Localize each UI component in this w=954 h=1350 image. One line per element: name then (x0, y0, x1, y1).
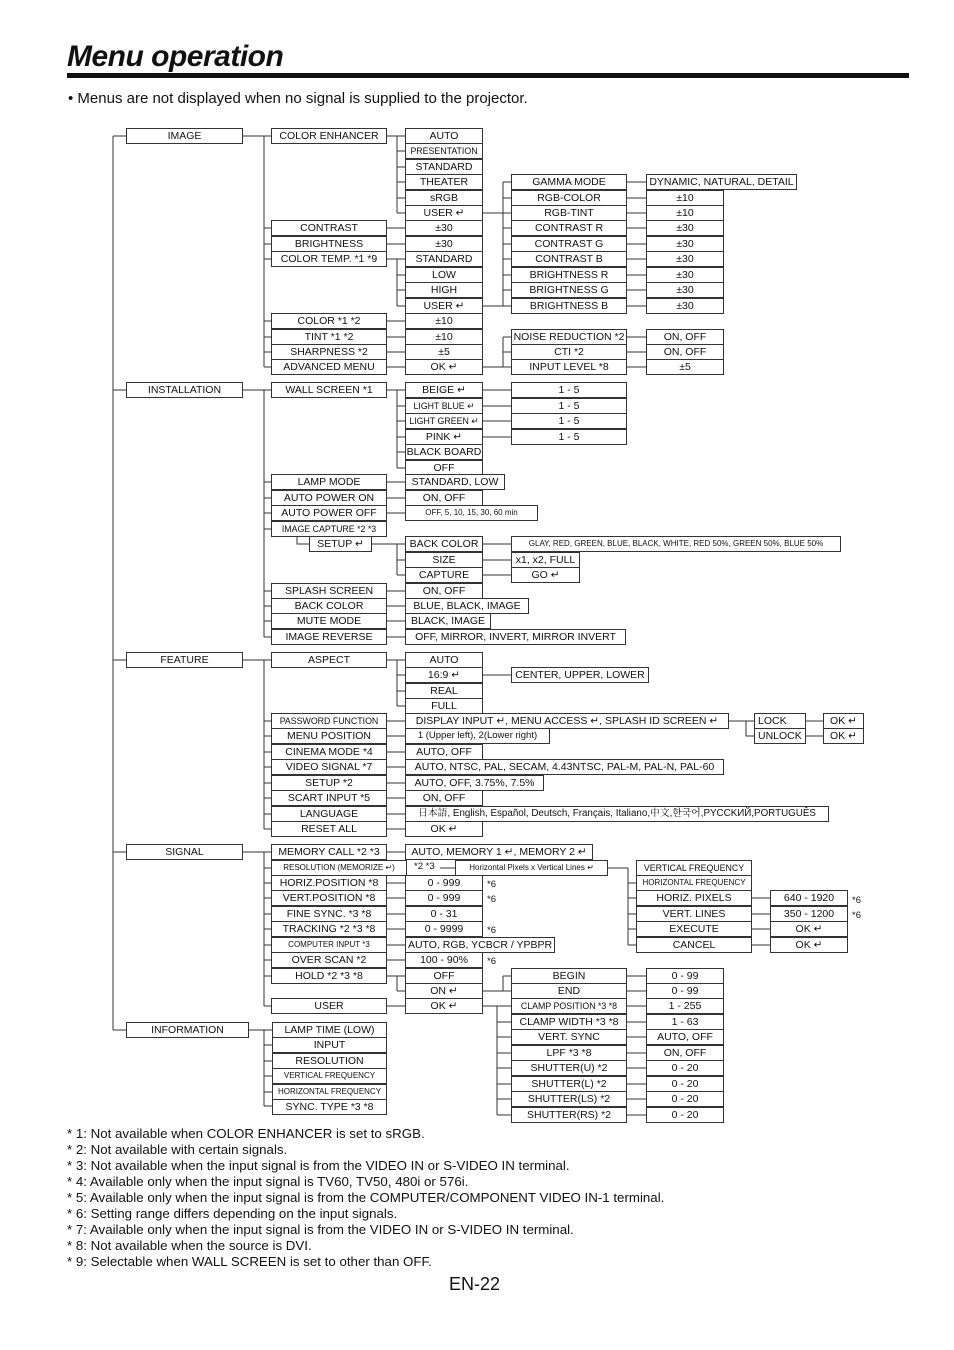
gamma-mode-value: DYNAMIC, NATURAL, DETAIL (646, 174, 797, 190)
unlock-value[interactable]: OK ↵ (823, 728, 864, 744)
item-color-enhancer[interactable]: COLOR ENHANCER (271, 128, 387, 144)
lock-item[interactable]: LOCK (754, 713, 806, 729)
password-function-value[interactable]: DISPLAY INPUT ↵, MENU ACCESS ↵, SPLASH ID SCREEN ↵ (405, 713, 729, 729)
cti-value: ON, OFF (646, 344, 724, 360)
ws-option-pink[interactable]: PINK ↵ (405, 429, 483, 445)
mute-mode-value: BLACK, IMAGE (405, 613, 491, 629)
ct-option-high[interactable]: HIGH (405, 282, 483, 298)
aspect-option-16-9[interactable]: 16:9 ↵ (405, 667, 483, 683)
clamp-position[interactable]: CLAMP POSITION *3 *8 (511, 998, 627, 1014)
item-computer-input[interactable]: COMPUTER INPUT *3 (271, 937, 387, 953)
contrast-value: ±30 (405, 220, 483, 236)
note6-over-scan: *6 (487, 956, 496, 967)
item-sharpness[interactable]: SHARPNESS *2 (271, 344, 387, 360)
shutter-ls[interactable]: SHUTTER(LS) *2 (511, 1091, 627, 1107)
note6-horiz-position: *6 (487, 879, 496, 890)
res-vert-lines[interactable]: VERT. LINES (636, 906, 752, 922)
clamp-position-value: 1 - 255 (646, 998, 724, 1014)
language-value: 日本語, English, Español, Deutsch, Français, Italiano,中文,한국어,PYCCKИЙ,PORTUGUÊS (405, 806, 829, 822)
shutter-l-value: 0 - 20 (646, 1076, 724, 1092)
aspect-option-real[interactable]: REAL (405, 683, 483, 699)
horiz-position-value: 0 - 999 (405, 875, 483, 891)
ws-option-off[interactable]: OFF (405, 460, 483, 476)
item-setup[interactable]: SETUP *2 (271, 775, 387, 791)
cti[interactable]: CTI *2 (511, 344, 627, 360)
info-horizontal-frequency: HORIZONTAL FREQUENCY (272, 1084, 387, 1100)
item-cinema-mode[interactable]: CINEMA MODE *4 (271, 744, 387, 760)
footnote-2: * 2: Not available with certain signals. (67, 1142, 288, 1157)
res-horizontal-frequency: HORIZONTAL FREQUENCY (636, 875, 752, 891)
light-green-value: 1 - 5 (511, 413, 627, 429)
noise-reduction[interactable]: NOISE REDUCTION *2 (511, 329, 627, 345)
execute-value[interactable]: OK ↵ (770, 921, 848, 937)
item-memory-call[interactable]: MEMORY CALL *2 *3 (271, 844, 387, 860)
item-advanced-menu[interactable]: ADVANCED MENU (271, 359, 387, 375)
footnote-7: * 7: Available only when the input signal is from the VIDEO IN or S-VIDEO IN terminal. (67, 1222, 574, 1237)
shutter-u-value: 0 - 20 (646, 1060, 724, 1076)
res-cancel[interactable]: CANCEL (636, 937, 752, 953)
ws-option-beige[interactable]: BEIGE ↵ (405, 382, 483, 398)
res-horiz-pixels[interactable]: HORIZ. PIXELS (636, 890, 752, 906)
ws-option-black-board[interactable]: BLACK BOARD (406, 446, 482, 458)
info-vertical-frequency: VERTICAL FREQUENCY (272, 1068, 387, 1084)
resolution-value[interactable]: Horizontal Pixels x Vertical Lines ↵ (455, 860, 608, 876)
image-capture-setup[interactable]: SETUP ↵ (309, 536, 372, 552)
sharpness-value: ±5 (405, 344, 483, 360)
aspect-option-full[interactable]: FULL (405, 698, 483, 714)
auto-power-on-value: ON, OFF (405, 490, 483, 506)
res-execute[interactable]: EXECUTE (636, 921, 752, 937)
tracking-value: 0 - 9999 (405, 921, 483, 937)
item-auto-power-off[interactable]: AUTO POWER OFF (271, 505, 387, 521)
hold-end-value: 0 - 99 (646, 983, 724, 999)
item-over-scan[interactable]: OVER SCAN *2 (271, 952, 387, 968)
setup-value: AUTO, OFF, 3.75%, 7.5% (405, 775, 544, 791)
aspect-option-auto[interactable]: AUTO (405, 652, 483, 668)
video-signal-value: AUTO, NTSC, PAL, SECAM, 4.43NTSC, PAL-M, PAL-N, PAL-60 (405, 759, 724, 775)
cancel-value[interactable]: OK ↵ (770, 937, 848, 953)
advanced-menu-value[interactable]: OK ↵ (405, 359, 483, 375)
aspect-16-9-values: CENTER, UPPER, LOWER (511, 667, 649, 683)
item-mute-mode[interactable]: MUTE MODE (271, 613, 387, 629)
fine-sync-value: 0 - 31 (405, 906, 483, 922)
page-number: EN-22 (449, 1274, 501, 1294)
item-password-function[interactable]: PASSWORD FUNCTION (271, 713, 387, 729)
footnote-5: * 5: Available only when the input signal is from the COMPUTER/COMPONENT VIDEO IN-1 terminal. (67, 1190, 665, 1205)
brightness-g[interactable]: BRIGHTNESS G (511, 282, 627, 298)
contrast-b[interactable]: CONTRAST B (511, 251, 627, 267)
brightness-value: ±30 (405, 236, 483, 252)
hold-begin-value: 0 - 99 (646, 968, 724, 984)
hold-begin[interactable]: BEGIN (511, 968, 627, 984)
setup-capture[interactable]: CAPTURE (405, 567, 483, 583)
page-title: Menu operation (67, 40, 284, 73)
item-contrast[interactable]: CONTRAST (271, 220, 387, 236)
ce-option-theater[interactable]: THEATER (405, 174, 483, 190)
menu-signal[interactable]: SIGNAL (126, 844, 243, 860)
noise-reduction-value: ON, OFF (646, 329, 724, 345)
shutter-l[interactable]: SHUTTER(L) *2 (511, 1076, 627, 1092)
item-video-signal[interactable]: VIDEO SIGNAL *7 (271, 759, 387, 775)
rgb-tint-value: ±10 (646, 205, 724, 221)
note6-vert-position: *6 (487, 894, 496, 905)
lamp-mode-value: STANDARD, LOW (405, 474, 505, 490)
item-splash-screen[interactable]: SPLASH SCREEN (271, 583, 387, 599)
item-menu-position[interactable]: MENU POSITION (271, 728, 387, 744)
ce-option-auto[interactable]: AUTO (405, 128, 483, 144)
item-brightness[interactable]: BRIGHTNESS (271, 236, 387, 252)
back-color-value: BLUE, BLACK, IMAGE (405, 598, 529, 614)
auto-power-off-value: OFF, 5, 10, 15, 30, 60 min (405, 505, 538, 521)
rgb-color[interactable]: RGB-COLOR (511, 190, 627, 206)
note6-vert-lines: *6 (852, 910, 861, 921)
user-value[interactable]: OK ↵ (405, 998, 483, 1014)
pink-value: 1 - 5 (511, 429, 627, 445)
info-sync-type: SYNC. TYPE *3 *8 (272, 1099, 387, 1115)
brightness-r-value: ±30 (646, 267, 724, 283)
item-color[interactable]: COLOR *1 *2 (271, 313, 387, 329)
vert-sync[interactable]: VERT. SYNC (511, 1029, 627, 1045)
vert-position-value: 0 - 999 (405, 890, 483, 906)
vert-sync-value: AUTO, OFF (646, 1029, 724, 1045)
setup-back-color[interactable]: BACK COLOR (405, 536, 483, 552)
item-color-temp[interactable]: COLOR TEMP. *1 *9 (271, 251, 387, 267)
menu-feature[interactable]: FEATURE (126, 652, 243, 668)
info-resolution: RESOLUTION (272, 1053, 387, 1069)
note6-tracking: *6 (487, 925, 496, 936)
input-level[interactable]: INPUT LEVEL *8 (511, 359, 627, 375)
unlock-item[interactable]: UNLOCK (754, 728, 806, 744)
item-scart-input[interactable]: SCART INPUT *5 (271, 790, 387, 806)
item-tint[interactable]: TINT *1 *2 (271, 329, 387, 345)
splash-screen-value: ON, OFF (405, 583, 483, 599)
brightness-r[interactable]: BRIGHTNESS R (511, 267, 627, 283)
footnote-4: * 4: Available only when the input signal is TV60, TV50, 480i or 576i. (67, 1174, 469, 1189)
rgb-color-value: ±10 (646, 190, 724, 206)
contrast-g-value: ±30 (646, 236, 724, 252)
item-resolution[interactable]: RESOLUTION (MEMORIZE ↵) (271, 860, 407, 876)
ct-option-standard[interactable]: STANDARD (405, 251, 483, 267)
rgb-tint[interactable]: RGB-TINT (511, 205, 627, 221)
hold-option-off[interactable]: OFF (405, 968, 483, 984)
menu-information[interactable]: INFORMATION (126, 1022, 249, 1038)
shutter-u[interactable]: SHUTTER(U) *2 (511, 1060, 627, 1076)
item-reset-all[interactable]: RESET ALL (271, 821, 387, 837)
ce-option-presentation[interactable]: PRESENTATION (405, 143, 483, 159)
cinema-mode-value: AUTO, OFF (405, 744, 483, 760)
hold-option-on[interactable]: ON ↵ (405, 983, 483, 999)
footnote-8: * 8: Not available when the source is DVI. (67, 1238, 312, 1253)
brightness-b-value: ±30 (646, 298, 724, 314)
contrast-g[interactable]: CONTRAST G (511, 236, 627, 252)
ce-option-standard[interactable]: STANDARD (405, 159, 483, 175)
info-input: INPUT (272, 1037, 387, 1053)
clamp-width[interactable]: CLAMP WIDTH *3 *8 (511, 1014, 627, 1030)
computer-input-value: AUTO, RGB, YCBCR / YPBPR (405, 937, 555, 953)
item-lamp-mode[interactable]: LAMP MODE (271, 474, 387, 490)
res-vertical-frequency: VERTICAL FREQUENCY (636, 860, 752, 876)
setup-size[interactable]: SIZE (405, 552, 483, 568)
vert-lines-value: 350 - 1200 (770, 906, 848, 922)
ws-option-light-green[interactable]: LIGHT GREEN ↵ (405, 413, 483, 429)
item-tracking[interactable]: TRACKING *2 *3 *8 (271, 921, 387, 937)
contrast-b-value: ±30 (646, 251, 724, 267)
lock-value[interactable]: OK ↵ (823, 713, 864, 729)
footnote-9: * 9: Selectable when WALL SCREEN is set to other than OFF. (67, 1254, 432, 1269)
brightness-g-value: ±30 (646, 282, 724, 298)
item-aspect[interactable]: ASPECT (271, 652, 387, 668)
item-language[interactable]: LANGUAGE (271, 806, 387, 822)
ct-option-user[interactable]: USER ↵ (405, 298, 483, 314)
ce-option-srgb[interactable]: sRGB (405, 190, 483, 206)
memory-call-value[interactable]: AUTO, MEMORY 1 ↵, MEMORY 2 ↵ (405, 844, 593, 860)
tint-value: ±10 (405, 329, 483, 345)
over-scan-value: 100 - 90% (405, 952, 483, 968)
item-user[interactable]: USER (271, 998, 387, 1014)
horiz-pixels-value: 640 - 1920 (770, 890, 848, 906)
footnote-6: * 6: Setting range differs depending on the input signals. (67, 1206, 398, 1221)
setup-size-values: x1, x2, FULL (511, 552, 580, 568)
setup-capture-value[interactable]: GO ↵ (511, 567, 580, 583)
item-horiz-position[interactable]: HORIZ.POSITION *8 (271, 875, 387, 891)
lpf-value: ON, OFF (646, 1045, 724, 1061)
ws-option-light-blue[interactable]: LIGHT BLUE ↵ (405, 398, 483, 414)
ce-option-user[interactable]: USER ↵ (405, 205, 483, 221)
footnote-1: * 1: Not available when COLOR ENHANCER is set to sRGB. (67, 1126, 425, 1141)
menu-image[interactable]: IMAGE (126, 128, 243, 144)
shutter-rs[interactable]: SHUTTER(RS) *2 (511, 1107, 627, 1123)
lpf[interactable]: LPF *3 *8 (511, 1045, 627, 1061)
ct-option-low[interactable]: LOW (405, 267, 483, 283)
item-wall-screen[interactable]: WALL SCREEN *1 (271, 382, 387, 398)
contrast-r[interactable]: CONTRAST R (511, 220, 627, 236)
gamma-mode[interactable]: GAMMA MODE (511, 174, 627, 190)
info-lamp-time: LAMP TIME (LOW) (272, 1022, 387, 1038)
reset-all-value[interactable]: OK ↵ (405, 821, 483, 837)
brightness-b[interactable]: BRIGHTNESS B (511, 298, 627, 314)
menu-installation[interactable]: INSTALLATION (126, 382, 243, 398)
note6-horiz-pixels: *6 (852, 895, 861, 906)
item-fine-sync[interactable]: FINE SYNC. *3 *8 (271, 906, 387, 922)
item-auto-power-on[interactable]: AUTO POWER ON (271, 490, 387, 506)
item-vert-position[interactable]: VERT.POSITION *8 (271, 890, 387, 906)
light-blue-value: 1 - 5 (511, 398, 627, 414)
resolution-notes: *2 *3 (414, 861, 435, 872)
setup-back-color-values: GLAY, RED, GREEN, BLUE, BLACK, WHITE, RED 50%, GREEN 50%, BLUE 50% (511, 536, 841, 552)
shutter-rs-value: 0 - 20 (646, 1107, 724, 1123)
scart-input-value: ON, OFF (405, 790, 483, 806)
menu-position-value: 1 (Upper left), 2(Lower right) (405, 728, 550, 744)
item-image-capture[interactable]: IMAGE CAPTURE *2 *3 (271, 521, 387, 537)
shutter-ls-value: 0 - 20 (646, 1091, 724, 1107)
footnote-3: * 3: Not available when the input signal is from the VIDEO IN or S-VIDEO IN terminal. (67, 1158, 570, 1173)
clamp-width-value: 1 - 63 (646, 1014, 724, 1030)
beige-value: 1 - 5 (511, 382, 627, 398)
color-value: ±10 (405, 313, 483, 329)
image-reverse-value: OFF, MIRROR, INVERT, MIRROR INVERT (405, 629, 626, 645)
item-back-color[interactable]: BACK COLOR (271, 598, 387, 614)
item-hold[interactable]: HOLD *2 *3 *8 (271, 968, 387, 984)
input-level-value: ±5 (646, 359, 724, 375)
item-image-reverse[interactable]: IMAGE REVERSE (271, 629, 387, 645)
hold-end[interactable]: END (511, 983, 627, 999)
intro-note: • Menus are not displayed when no signal is supplied to the projector. (68, 90, 528, 107)
contrast-r-value: ±30 (646, 220, 724, 236)
